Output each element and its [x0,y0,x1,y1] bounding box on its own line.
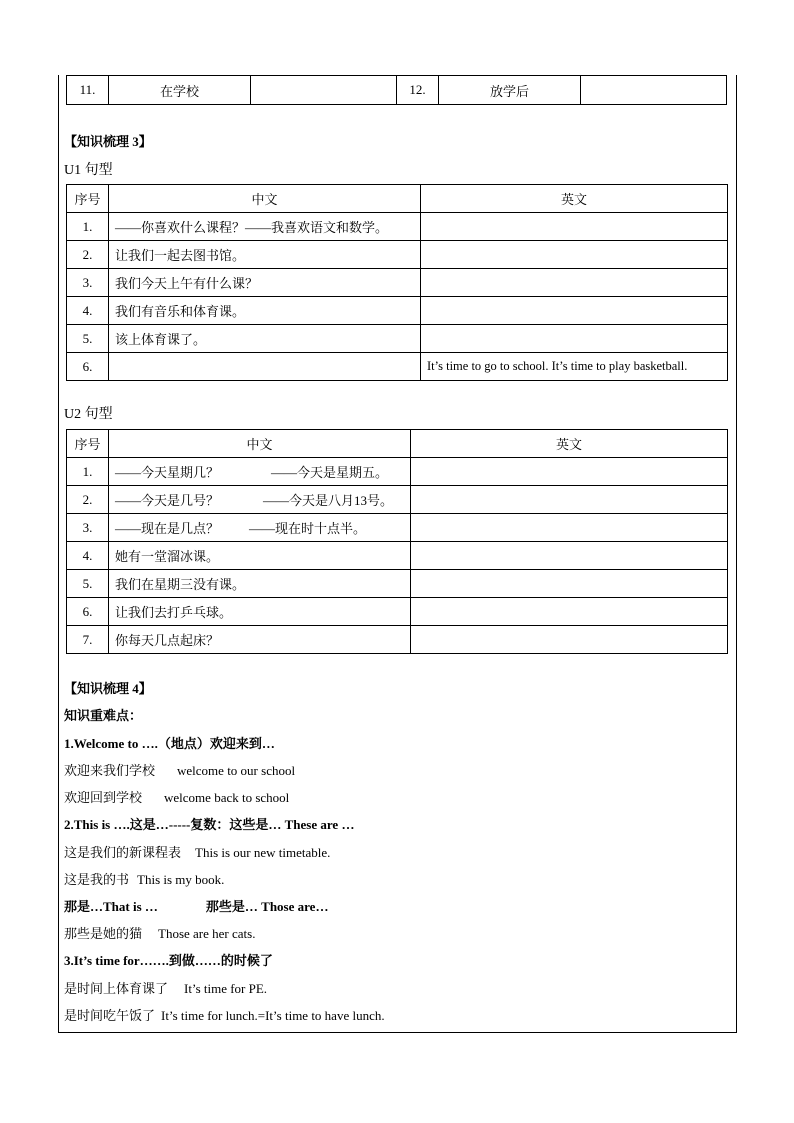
row-number: 5. [67,570,109,598]
english-answer-cell[interactable] [421,297,728,325]
row-number: 6. [67,598,109,626]
chinese-cell: 让我们去打乒乓球。 [109,598,411,626]
question-text: ——今天是几号？ [115,493,220,508]
question-text: ——现在是几点？ [115,521,220,536]
english-cell: It’s time to go to school. It’s time to play basketball. [421,353,728,381]
example-chinese: 欢迎来我们学校 [64,763,156,778]
answer-text: ——现在时十点半。 [249,521,367,536]
chinese-cell: 我们有音乐和体育课。 [109,297,421,325]
column-header: 序号 [67,430,109,458]
chinese-cell: 我们今天上午有什么课？ [109,269,421,297]
chinese-cell [109,458,411,486]
chinese-cell: 放学后 [439,76,581,105]
row-number: 11. [67,76,109,105]
chinese-cell [109,514,411,542]
u1-sentence-table [66,184,728,381]
chinese-answer-cell[interactable] [109,353,421,381]
column-header: 英文 [421,185,728,213]
row-number: 4. [67,297,109,325]
that-is-text: 那是…That is … [64,899,158,914]
chinese-cell [109,486,411,514]
row-number: 2. [67,486,109,514]
table-row [67,458,728,486]
english-answer-cell[interactable] [421,269,728,297]
english-answer-cell[interactable] [251,76,397,105]
example-english: welcome to our school [177,763,296,778]
english-answer-cell[interactable] [411,626,728,654]
point-2-title: 2.This is ….这是…-----复数：这些是… These are … [64,817,355,832]
point-3-title: 3.It’s time for…….到做……的时候了 [64,953,273,968]
example-english: This is my book. [137,872,225,887]
table-row [67,486,728,514]
table-row [67,353,728,381]
chinese-cell: 在学校 [109,76,251,105]
english-answer-cell[interactable] [411,598,728,626]
english-answer-cell[interactable] [411,458,728,486]
vocab-table-continued [66,75,727,105]
example-line [64,842,330,861]
row-number: 12. [397,76,439,105]
example-chinese: 这是我的书 [64,872,130,887]
row-number: 2. [67,241,109,269]
example-chinese: 是时间上体育课了 [64,981,169,996]
u2-title: U2 句型 [64,407,113,422]
row-number: 6. [67,353,109,381]
table-row [67,570,728,598]
row-number: 3. [67,269,109,297]
english-answer-cell[interactable] [421,241,728,269]
u1-title: U1 句型 [64,163,113,178]
table-row [67,325,728,353]
row-number: 7. [67,626,109,654]
example-chinese: 那些是她的猫 [64,926,143,941]
chinese-cell: ——你喜欢什么课程？——我喜欢语文和数学。 [109,213,421,241]
row-number: 4. [67,542,109,570]
column-header: 中文 [109,430,411,458]
key-points-heading: 知识重难点： [64,708,143,723]
question-text: ——今天星期几？ [115,465,220,480]
point-2b-title [64,896,328,915]
table-row [67,213,728,241]
point-1-title: 1.Welcome to ….（地点）欢迎来到… [64,736,275,751]
english-answer-cell[interactable] [411,542,728,570]
example-line [64,1005,385,1024]
row-number: 1. [67,458,109,486]
row-number: 3. [67,514,109,542]
example-english: This is our new timetable. [195,845,331,860]
example-english: welcome back to school [164,790,290,805]
section-heading: 【知识梳理 4】 [64,681,152,696]
column-header: 英文 [411,430,728,458]
row-number: 1. [67,213,109,241]
table-row [67,297,728,325]
english-answer-cell[interactable] [411,486,728,514]
english-answer-cell[interactable] [411,570,728,598]
column-header: 中文 [109,185,421,213]
english-answer-cell[interactable] [581,76,727,105]
answer-text: ——今天是八月13号。 [263,493,394,508]
chinese-cell: 让我们一起去图书馆。 [109,241,421,269]
table-row [67,542,728,570]
those-are-text: 那些是… Those are… [205,899,329,914]
example-line [64,978,267,997]
answer-text: ——今天是星期五。 [271,465,389,480]
example-line [64,869,224,888]
chinese-cell: 她有一堂溜冰课。 [109,542,411,570]
table-row [67,514,728,542]
table-header-row [67,430,728,458]
chinese-cell: 该上体育课了。 [109,325,421,353]
chinese-cell: 我们在星期三没有课。 [109,570,411,598]
table-row [67,76,727,105]
row-number: 5. [67,325,109,353]
example-chinese: 是时间吃午饭了 [64,1008,156,1023]
column-header: 序号 [67,185,109,213]
example-english: Those are her cats. [158,926,256,941]
example-english: It’s time for PE. [184,981,268,996]
table-row [67,626,728,654]
example-english: It’s time for lunch.=It’s time to have lunch. [161,1008,385,1023]
u2-sentence-table [66,429,728,654]
table-header-row [67,185,728,213]
chinese-cell: 你每天几点起床？ [109,626,411,654]
example-line [64,760,295,779]
example-chinese: 欢迎回到学校 [64,790,143,805]
english-answer-cell[interactable] [421,213,728,241]
english-answer-cell[interactable] [411,514,728,542]
section-heading: 【知识梳理 3】 [64,134,152,149]
table-row [67,269,728,297]
example-chinese: 这是我们的新课程表 [64,845,182,860]
english-answer-cell[interactable] [421,325,728,353]
table-row [67,241,728,269]
example-line [64,787,289,806]
example-line [64,923,255,942]
table-row [67,598,728,626]
